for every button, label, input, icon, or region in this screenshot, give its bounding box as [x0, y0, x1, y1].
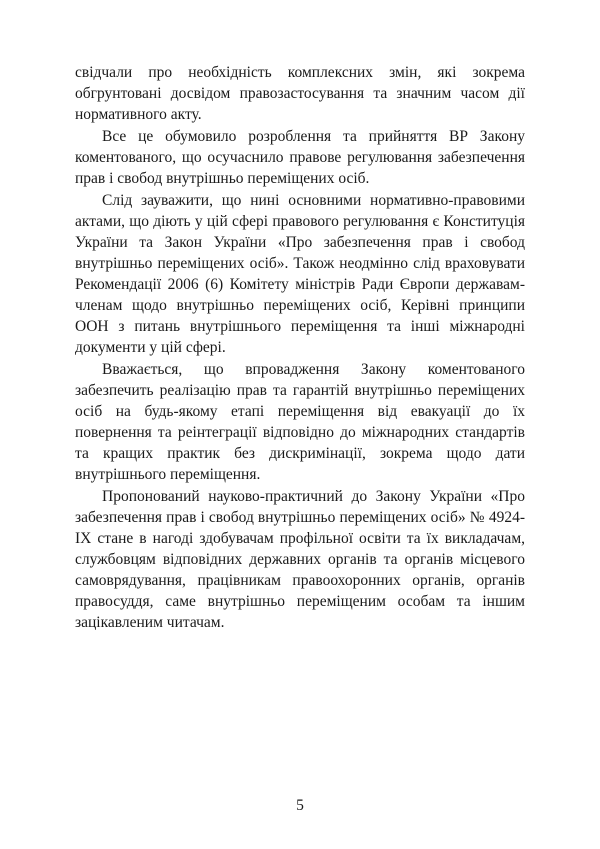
body-text: [75, 62, 525, 634]
paragraph: Слід зауважити, що нині основними нормативно-правовими актами, що діють у цій сфері правового регулювання є Конституція України та Закон України «Про забезпечення прав і свобод внутрішньо переміщених осіб». Також неодмінно слід враховувати Рекомендації 2006 (6) Комітету міністрів Ради Європи державам-членам щодо внутрішньо переміщених осіб, Керівні принципи ООН з питань внутрішнього переміщення та інші міжнародні документи у цій сфері.: [75, 192, 525, 356]
paragraph: Вважається, що впровадження Закону коментованого забезпечить реалізацію прав та гарантій внутрішньо переміщених осіб на будь-якому етапі переміщення від евакуації до їх повернення та реінтеграції відповідно до міжнародних стандартів та кращих практик без дискримінації, зокрема щодо дати внутрішнього переміщення.: [75, 361, 525, 483]
paragraph: Пропонований науково-практичний до Закону України «Про забезпечення прав і свобод внутрішньо переміщених осіб» № 4924-IX стане в нагоді здобувачам профільної освіти та їх викладачам, службовцям відповідних державних органів та органів місцевого самоврядування, працівникам правоохоронних органів, органів правосуддя, саме внутрішньо переміщеним особам та іншим зацікавленим читачам.: [75, 488, 525, 631]
page-number: 5: [296, 797, 304, 814]
paragraph: Все це обумовило розроблення та прийняття ВР Закону коментованого, що осучаснило правове регулювання забезпечення прав і свобод внутрішньо переміщених осіб.: [75, 128, 525, 187]
paragraph-continuation: свідчали про необхідність комплексних змін, які зокрема обгрунтовані досвідом правозастосування та значним часом дії нормативного акту.: [75, 64, 525, 123]
